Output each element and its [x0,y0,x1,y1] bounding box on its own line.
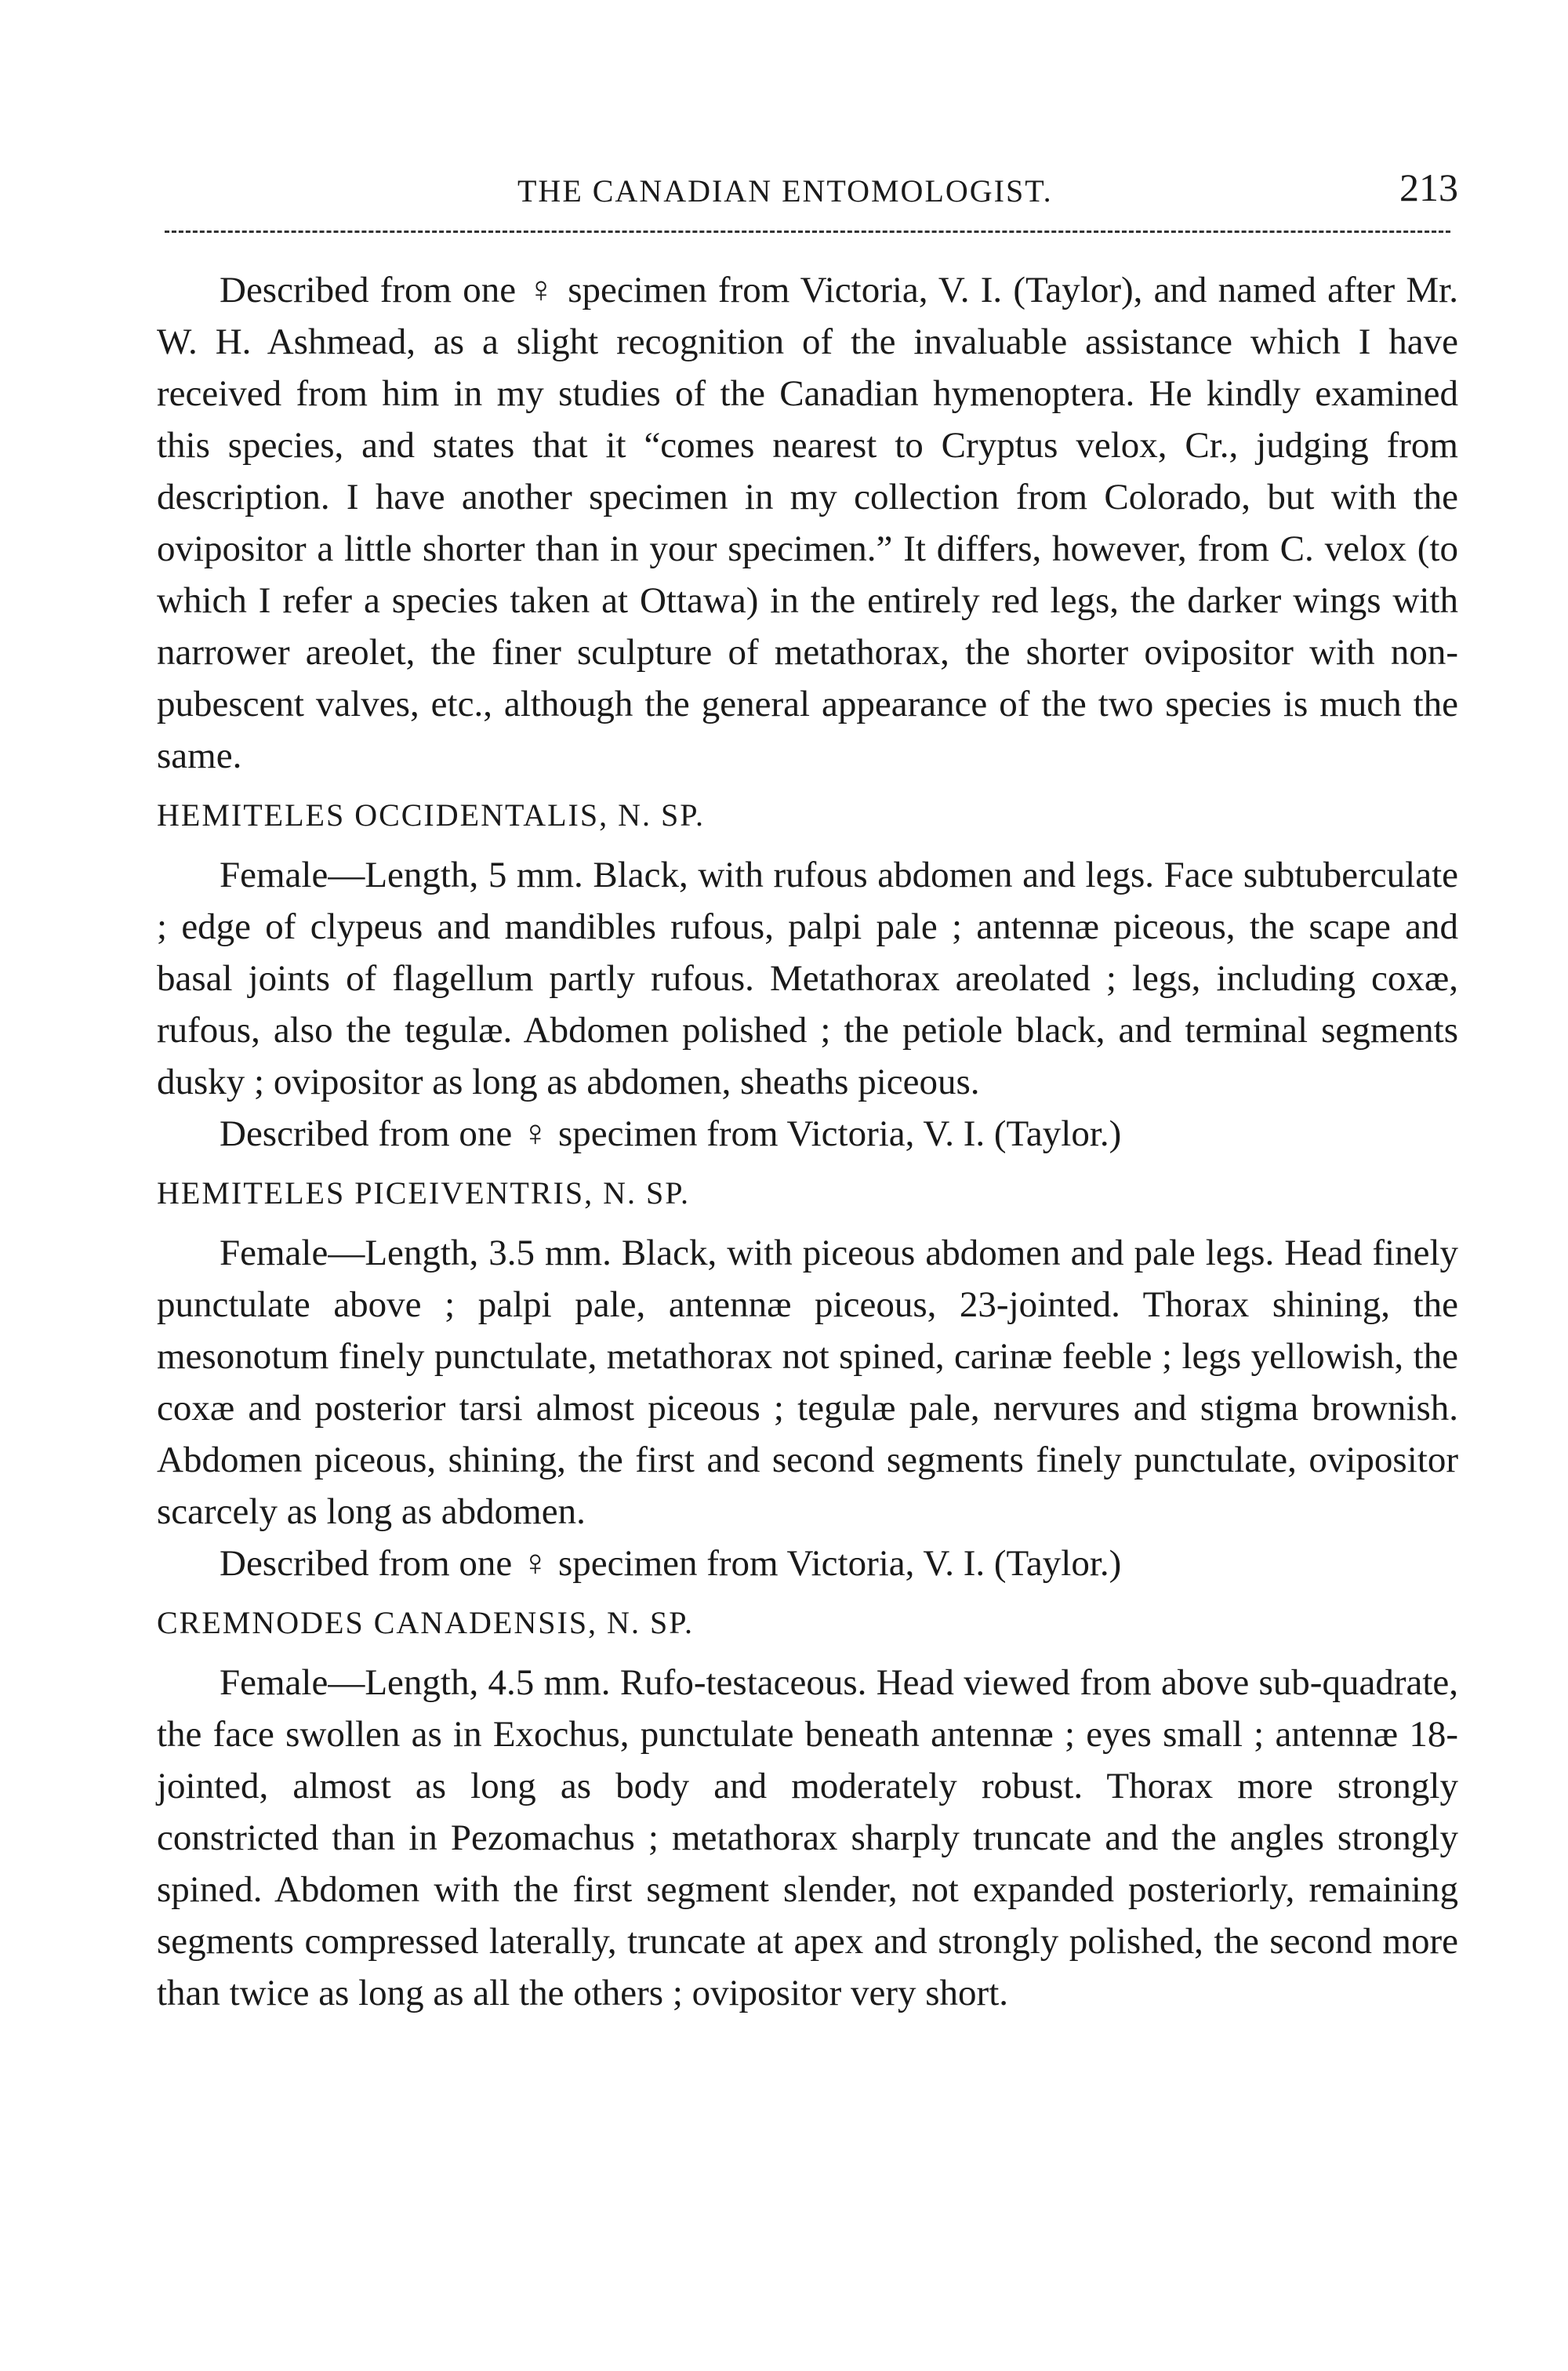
header-rule [165,231,1450,233]
paragraph-described-from-2: Described from one ♀ specimen from Victoria, V. I. (Taylor.) [220,1543,1122,1584]
species-heading-hemiteles-piceiventris: HEMITELES PICEIVENTRIS, N. SP. [157,1175,691,1211]
species-heading-cremnodes-canadensis: CREMNODES CANADENSIS, N. SP. [157,1605,695,1640]
body-text [157,264,1458,2019]
running-head [157,165,1458,215]
paragraph-hemiteles-piceiventris: Female—Length, 3.5 mm. Black, with piceous abdomen and pale legs. Head finely punctulate above ; palpi pale, antennæ piceous, 23-jointed. Thorax shining, the mesonotum finely punctulate, metathorax not spined, carinæ feeble ; legs yellowish, the coxæ and posterior tarsi almost piceous ; tegulæ pale, nervures and stigma brownish. Abdomen piceous, shining, the first and second segments finely punctulate, ovipositor scarcely as long as abdomen. [157,1233,1458,1532]
paragraph-described-from-1: Described from one ♀ specimen from Victoria, V. I. (Taylor.) [220,1113,1122,1154]
paragraph-cremnodes-canadensis: Female—Length, 4.5 mm. Rufo-testaceous. Head viewed from above sub-quadrate, the face swollen as in Exochus, punctulate beneath antennæ ; eyes small ; antennæ 18-jointed, almost as long as body and moderately robust. Thorax more strongly constricted than in Pezomachus ; metathorax sharply truncate and the angles strongly spined. Abdomen with the first segment slender, not expanded posteriorly, remaining segments compressed laterally, truncate at apex and strongly polished, the second more than twice as long as all the others ; ovipositor very short. [157,1662,1458,2013]
page-number: 213 [1399,165,1458,209]
paragraph-hemiteles-occidentalis: Female—Length, 5 mm. Black, with rufous abdomen and legs. Face subtuberculate ; edge of clypeus and mandibles rufous, palpi pale ; antennæ piceous, the scape and basal joints of flagellum partly rufous. Metathorax areolated ; legs, including coxæ, rufous, also the tegulæ. Abdomen polished ; the petiole black, and terminal segments dusky ; ovipositor as long as abdomen, sheaths piceous. [157,855,1458,1102]
running-title: THE CANADIAN ENTOMOLOGIST. [517,173,1053,209]
page-content [157,165,1458,2019]
paragraph-description-ashmead: Described from one ♀ specimen from Victoria, V. I. (Taylor), and named after Mr. W. H. Ashmead, as a slight recognition of the invaluable assistance which I have received from him in my studies of the Canadian hymenoptera. He kindly examined this species, and states that it “comes nearest to Cryptus velox, Cr., judging from description. I have another specimen in my collection from Colorado, but with the ovipositor a little shorter than in your specimen.” It differs, however, from C. velox (to which I refer a species taken at Ottawa) in the entirely red legs, the darker wings with narrower areolet, the finer sculpture of metathorax, the shorter ovipositor with non-pubescent valves, etc., although the general appearance of the two species is much the same. [157,270,1458,776]
species-heading-hemiteles-occidentalis: HEMITELES OCCIDENTALIS, N. SP. [157,797,706,833]
